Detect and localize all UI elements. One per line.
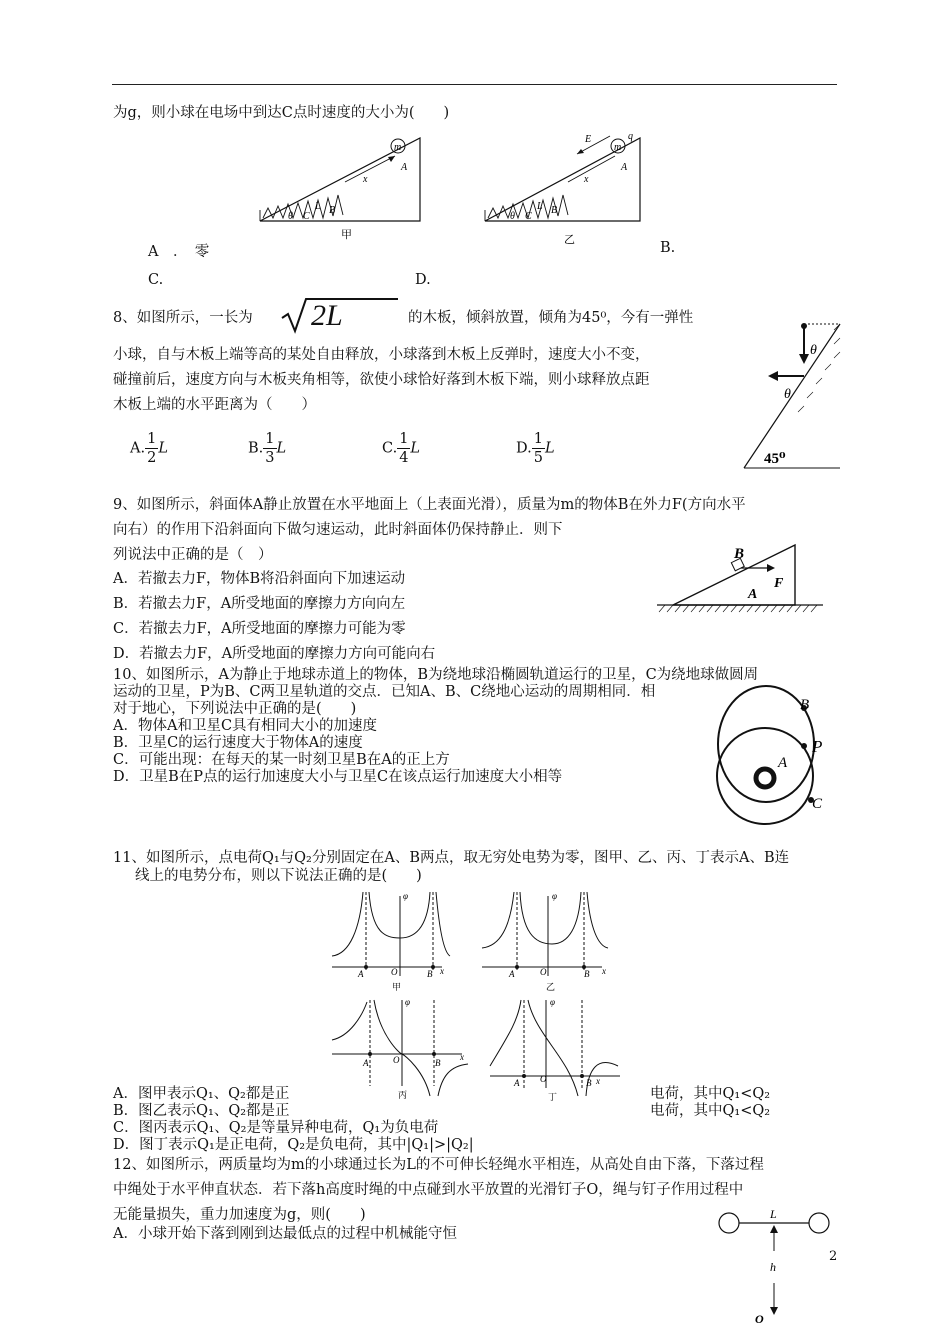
q12-line3: 无能量损失，重力加速度为g，则( ) [113, 1207, 366, 1223]
svg-text:θ: θ [810, 343, 817, 358]
figure-q8 [742, 320, 842, 470]
graph-jia [330, 888, 450, 992]
q8-option-d: D. $\frac{1}{5}L$ [516, 431, 555, 466]
svg-text:45⁰: 45⁰ [764, 451, 786, 467]
q8-line2: 小球，自与木板上端等高的某处自由释放，小球落到木板上反弹时，速度大小不变， [113, 347, 650, 363]
caption-jia: 甲 [341, 229, 352, 241]
svg-text:φ: φ [552, 891, 557, 901]
svg-text:θ: θ [784, 387, 791, 402]
svg-text:A: A [748, 587, 758, 602]
svg-text:B: B [329, 205, 336, 216]
q9-option-d: D．若撤去力F，A所受地面的摩擦力方向可能向右 [113, 646, 436, 662]
q8-line1-post: 的木板，倾斜放置，倾角为45⁰，今有一弹性 [408, 310, 694, 326]
svg-text:x: x [363, 174, 368, 185]
svg-text:x: x [596, 1076, 600, 1086]
q7-option-c: C. [148, 272, 164, 288]
svg-text:A: A [514, 1078, 520, 1088]
svg-text:E: E [585, 134, 592, 145]
svg-text:x: x [460, 1052, 464, 1062]
q12-line2: 中绳处于水平伸直状态．若下落h高度时绳的中点碰到水平放置的光滑钉子O，绳与钉子作用过程中 [113, 1182, 744, 1198]
graph-bing [330, 996, 470, 1100]
q8-option-a: A. $\frac{1}{2}L$ [130, 431, 168, 466]
q11-line1: 11、如图所示，点电荷Q₁与Q₂分别固定在A、B两点，取无穷处电势为零，图甲、乙、丙、丁表示A、B连 [113, 850, 790, 866]
figure-q10 [710, 684, 840, 834]
svg-text:θ: θ [510, 211, 515, 222]
svg-text:θ: θ [288, 211, 293, 222]
svg-text:φ: φ [403, 891, 408, 901]
svg-text:O: O [393, 1055, 400, 1065]
q9-option-b: B．若撤去力F，A所受地面的摩擦力方向向左 [113, 596, 406, 612]
svg-text:φ: φ [405, 997, 410, 1007]
svg-text:P: P [812, 737, 823, 756]
q9-line3: 列说法中正确的是（ ） [113, 547, 273, 563]
q8-line3: 碰撞前后，速度方向与木板夹角相等，欲使小球恰好落到木板下端，则小球释放点距 [113, 372, 650, 388]
svg-text:C: C [303, 211, 310, 222]
q11-line2: 线上的电势分布，则以下说法正确的是( ) [135, 868, 422, 884]
svg-text:B: B [435, 1058, 441, 1068]
svg-text:A: A [509, 969, 515, 979]
q8-sqrt-value: 2L [311, 299, 343, 332]
svg-text:O: O [540, 967, 547, 977]
svg-text:丁: 丁 [548, 1092, 558, 1102]
figure-q12 [715, 1203, 838, 1331]
svg-text:h: h [770, 1260, 776, 1274]
q9-line1: 9、如图所示，斜面体A静止放置在水平地面上（上表面光滑），质量为m的物体B在外力F(方向水平 [113, 497, 746, 513]
svg-text:x: x [440, 966, 444, 976]
label-m: m [394, 142, 402, 153]
q8-option-c: C. $\frac{1}{4}L$ [382, 431, 421, 466]
q10-option-c: C．可能出现：在每天的某一时刻卫星B在A的正上方 [113, 752, 450, 768]
svg-text:A: A [621, 162, 628, 173]
svg-text:B: B [551, 205, 558, 216]
caption-yi: 乙 [564, 234, 575, 246]
svg-text:甲: 甲 [392, 982, 402, 992]
q11-option-a-right: 电荷，其中Q₁<Q₂ [650, 1086, 771, 1102]
svg-text:C: C [525, 211, 532, 222]
header-rule [112, 84, 837, 85]
q10-line3: 对于地心，下列说法中正确的是( ) [113, 701, 357, 717]
q8-option-b: B. $\frac{1}{3}L$ [248, 431, 287, 466]
q8-line1-pre: 8、如图所示，一长为 [113, 310, 253, 326]
svg-text:O: O [540, 1074, 547, 1084]
svg-text:m: m [614, 142, 622, 153]
figure-q9 [655, 540, 825, 615]
q11-option-b-right: 电荷，其中Q₁<Q₂ [650, 1103, 771, 1119]
svg-text:q: q [628, 131, 633, 142]
svg-text:B: B [427, 969, 433, 979]
q7-option-a: A ． 零 [148, 244, 210, 260]
q7-stem: 为g，则小球在电场中到达C点时速度的大小为( ) [113, 105, 450, 121]
svg-text:A: A [778, 755, 788, 771]
q7-option-b: B. [660, 240, 676, 256]
q11-option-c: C．图丙表示Q₁、Q₂是等量异种电荷，Q₁为负电荷 [113, 1120, 439, 1136]
svg-text:O: O [755, 1312, 764, 1326]
svg-text:L: L [315, 201, 321, 212]
q10-option-a: A．物体A和卫星C具有相同大小的加速度 [113, 718, 378, 734]
q7-option-d: D. [415, 272, 431, 288]
q10-option-d: D．卫星B在P点的运行加速度大小与卫星C在该点运行加速度大小相等 [113, 769, 563, 785]
svg-text:A: A [363, 1058, 369, 1068]
svg-text:乙: 乙 [546, 982, 556, 992]
graph-ding [488, 996, 628, 1102]
svg-text:A: A [401, 162, 408, 173]
svg-text:A: A [358, 969, 364, 979]
q10-option-b: B．卫星C的运行速度大于物体A的速度 [113, 735, 363, 751]
svg-text:B: B [800, 697, 810, 713]
svg-text:F: F [774, 576, 784, 591]
figure-q7-yi [480, 130, 650, 245]
q9-line2: 向右）的作用下沿斜面向下做匀速运动，此时斜面体仍保持静止．则下 [113, 522, 563, 538]
q9-option-a: A．若撤去力F，物体B将沿斜面向下加速运动 [113, 571, 406, 587]
svg-text:丙: 丙 [398, 1090, 408, 1100]
graph-yi [480, 888, 610, 992]
page-number: 2 [829, 1249, 838, 1264]
svg-text:B: B [586, 1078, 592, 1088]
figure-q7-jia [255, 130, 425, 240]
svg-text:O: O [391, 967, 398, 977]
svg-text:B: B [584, 969, 590, 979]
svg-text:x: x [602, 966, 606, 976]
svg-text:B: B [734, 546, 745, 562]
svg-text:L: L [770, 1207, 777, 1221]
q12-option-a: A．小球开始下落到刚到达最低点的过程中机械能守恒 [113, 1226, 457, 1242]
q10-line1: 10、如图所示，A为静止于地球赤道上的物体，B为绕地球沿椭圆轨道运行的卫星，C为绕地球做圆周 [113, 667, 759, 683]
q11-option-d: D．图丁表示Q₁是正电荷，Q₂是负电荷，其中|Q₁|>|Q₂| [113, 1137, 474, 1153]
q11-option-a-left: A．图甲表示Q₁、Q₂都是正 [113, 1086, 290, 1102]
svg-text:x: x [584, 174, 589, 185]
svg-text:L: L [537, 201, 543, 212]
q8-line4: 木板上端的水平距离为（ ） [113, 397, 316, 413]
svg-text:C: C [812, 796, 823, 812]
q10-line2: 运动的卫星，P为B、C两卫星轨道的交点．已知A、B、C绕地心运动的周期相同．相 [113, 684, 656, 700]
q12-line1: 12、如图所示，两质量均为m的小球通过长为L的不可伸长轻绳水平相连，从高处自由下落，下落过程 [113, 1157, 764, 1173]
q11-option-b-left: B．图乙表示Q₁、Q₂都是正 [113, 1103, 290, 1119]
svg-text:φ: φ [550, 997, 555, 1007]
q9-option-c: C．若撤去力F，A所受地面的摩擦力可能为零 [113, 621, 406, 637]
